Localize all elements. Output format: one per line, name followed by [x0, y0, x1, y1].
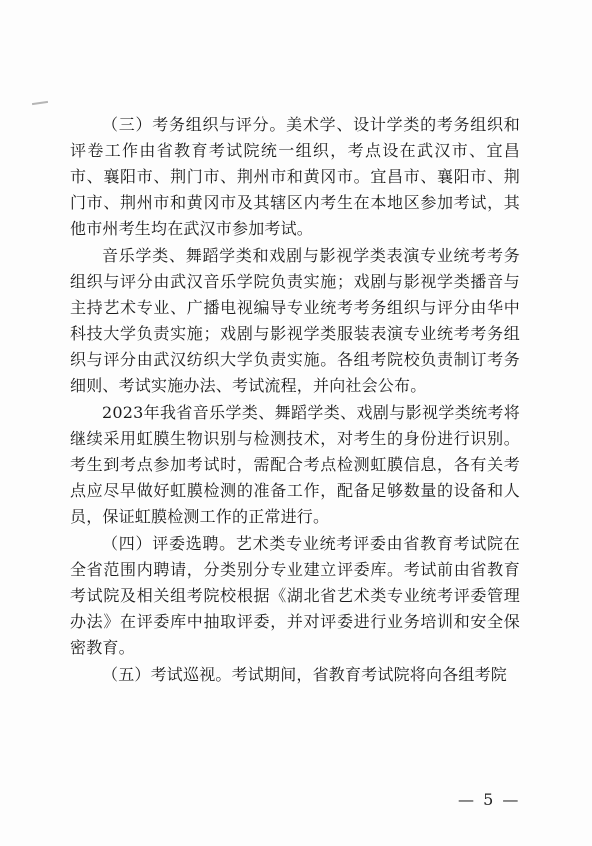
paragraph-iris-recognition: 2023年我省音乐学类、舞蹈学类、戏剧与影视学类统考将继续采用虹膜生物识别与检测技术，对考生的身份进行识别。考生到考点参加考试时，需配合考点检测虹膜信息，各有关考点应尽早做好虹膜检测的准备工作，配备足够数量的设备和人员，保证虹膜检测工作的正常进行。 — [70, 403, 520, 526]
document-body — [70, 112, 520, 688]
scan-mark — [32, 101, 48, 105]
paragraph-exam-inspection: （五）考试巡视。考试期间，省教育考试院将向各组考院 — [102, 665, 508, 684]
paragraph-judge-selection: （四）评委选聘。艺术类专业统考评委由省教育考试院在全省范围内聘请，分类别分专业建立评委库。考试前由省教育考试院及相关组考院校根据《湖北省艺术类专业统考评委管理办法》在评委库中抽取评委，并对评委进行业务培训和安全保密教育。 — [70, 534, 520, 657]
paragraph-music-dance-organization: 音乐学类、舞蹈学类和戏剧与影视学类表演专业统考考务组织与评分由武汉音乐学院负责实施；戏剧与影视学类播音与主持艺术专业、广播电视编导专业统考考务组织与评分由华中科技大学负责实施；戏剧与影视学类服装表演专业统考考务组织与评分由武汉纺织大学负责实施。各组考院校负责制订考务细则、考试实施办法、考试流程，并向社会公布。 — [70, 246, 520, 395]
page-number: — 5 — — [458, 790, 521, 809]
paragraph-exam-organization: （三）考务组织与评分。美术学、设计学类的考务组织和评卷工作由省教育考试院统一组织，考点设在武汉市、宜昌市、襄阳市、荆门市、荆州市和黄冈市。宜昌市、襄阳市、荆门市、荆州市和黄冈市及其辖区内考生在本地区参加考试，其他市州考生均在武汉市参加考试。 — [70, 115, 520, 238]
